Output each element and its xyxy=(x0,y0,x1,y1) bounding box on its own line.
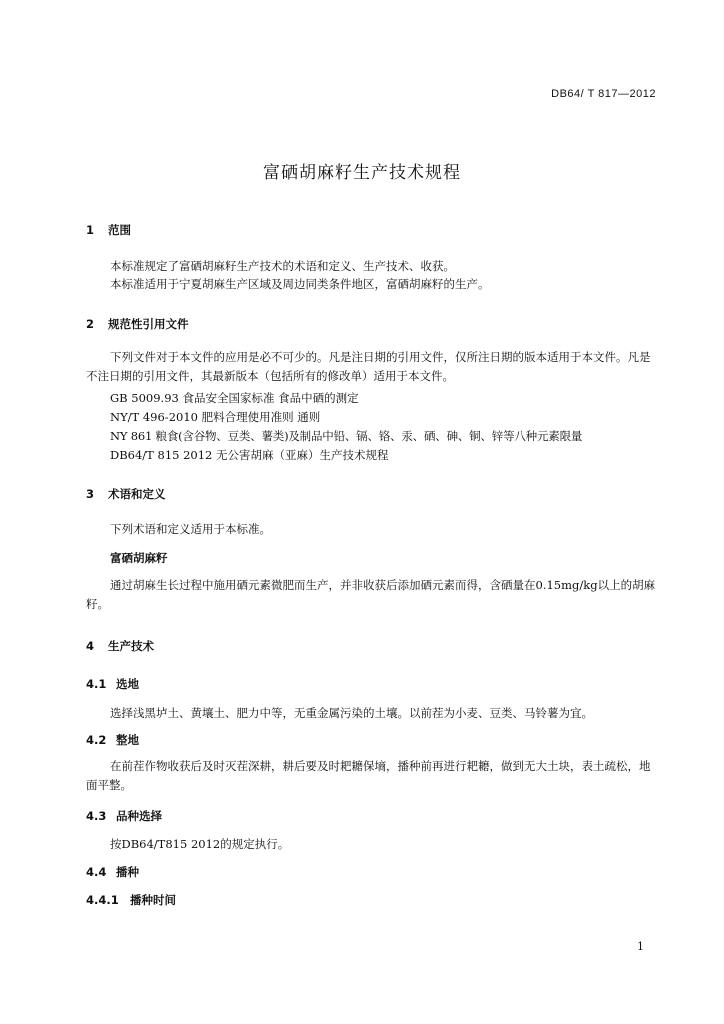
land-preparation-text: 在前茬作物收获后及时灭茬深耕，耕后要及时耙耱保墒，播种前再进行耙耱，做到无大土块，表土疏松，地面平整。 xyxy=(86,759,651,792)
section-number: 4 xyxy=(86,639,95,653)
terms-intro: 下列术语和定义适用于本标准。 xyxy=(110,522,271,536)
section-title: 生产技术 xyxy=(108,639,154,653)
section-2-heading xyxy=(86,316,189,332)
variety-selection-text: 按DB64/T815 2012的规定执行。 xyxy=(110,837,290,851)
section-number: 4.4.1 xyxy=(86,893,119,907)
standard-code: DB64/ T 817—2012 xyxy=(551,88,656,100)
section-3-heading xyxy=(86,486,166,502)
scope-line-2: 本标准适用于宁夏胡麻生产区域及周边同类条件地区，富硒胡麻籽的生产。 xyxy=(110,277,490,291)
section-4-4-heading xyxy=(86,864,139,880)
section-4-2-heading xyxy=(86,732,139,748)
term-name: 富硒胡麻籽 xyxy=(110,551,168,565)
section-title: 播种时间 xyxy=(130,893,176,907)
section-4-heading xyxy=(86,638,154,654)
section-title: 整地 xyxy=(116,733,139,747)
section-number: 1 xyxy=(86,223,95,237)
section-number: 4.3 xyxy=(86,809,107,823)
reference-item: NY/T 496-2010 肥料合理使用准则 通则 xyxy=(110,410,321,424)
reference-item: GB 5009.93 食品安全国家标准 食品中硒的测定 xyxy=(110,391,359,405)
reference-item: NY 861 粮食(含谷物、豆类、薯类)及制品中铅、镉、铬、汞、硒、砷、铜、锌等八种元素限量 xyxy=(110,429,583,443)
section-number: 2 xyxy=(86,317,95,331)
section-title: 品种选择 xyxy=(116,809,162,823)
site-selection-text: 选择浅黑垆土、黄壤土、肥力中等，无重金属污染的土壤。以前茬为小麦、豆类、马铃薯为宜。 xyxy=(110,706,593,720)
section-number: 4.1 xyxy=(86,677,107,691)
section-1-heading xyxy=(86,222,131,238)
reference-item: DB64/T 815 2012 无公害胡麻（亚麻）生产技术规程 xyxy=(110,448,389,462)
section-title: 选地 xyxy=(116,677,139,691)
section-title: 范围 xyxy=(108,223,131,237)
section-4-3-heading xyxy=(86,808,162,824)
section-number: 4.2 xyxy=(86,733,107,747)
page-number: 1 xyxy=(637,940,644,953)
scope-line-1: 本标准规定了富硒胡麻籽生产技术的术语和定义、生产技术、收获。 xyxy=(110,259,455,273)
section-title: 播种 xyxy=(116,865,139,879)
section-number: 4.4 xyxy=(86,865,107,879)
references-intro: 下列文件对于本文件的应用是必不可少的。凡是注日期的引用文件，仅所注日期的版本适用于本文件。凡是不注日期的引用文件，其最新版本（包括所有的修改单）适用于本文件。 xyxy=(86,350,651,383)
section-4-1-heading xyxy=(86,676,139,692)
section-title: 规范性引用文件 xyxy=(108,317,189,331)
document-title: 富硒胡麻籽生产技术规程 xyxy=(263,163,461,183)
section-title: 术语和定义 xyxy=(108,487,166,501)
section-4-4-1-heading xyxy=(86,892,176,908)
section-number: 3 xyxy=(86,487,95,501)
term-definition: 通过胡麻生长过程中施用硒元素微肥而生产，并非收获后添加硒元素而得，含硒量在0.15mg/kg以上的胡麻籽。 xyxy=(86,578,656,611)
